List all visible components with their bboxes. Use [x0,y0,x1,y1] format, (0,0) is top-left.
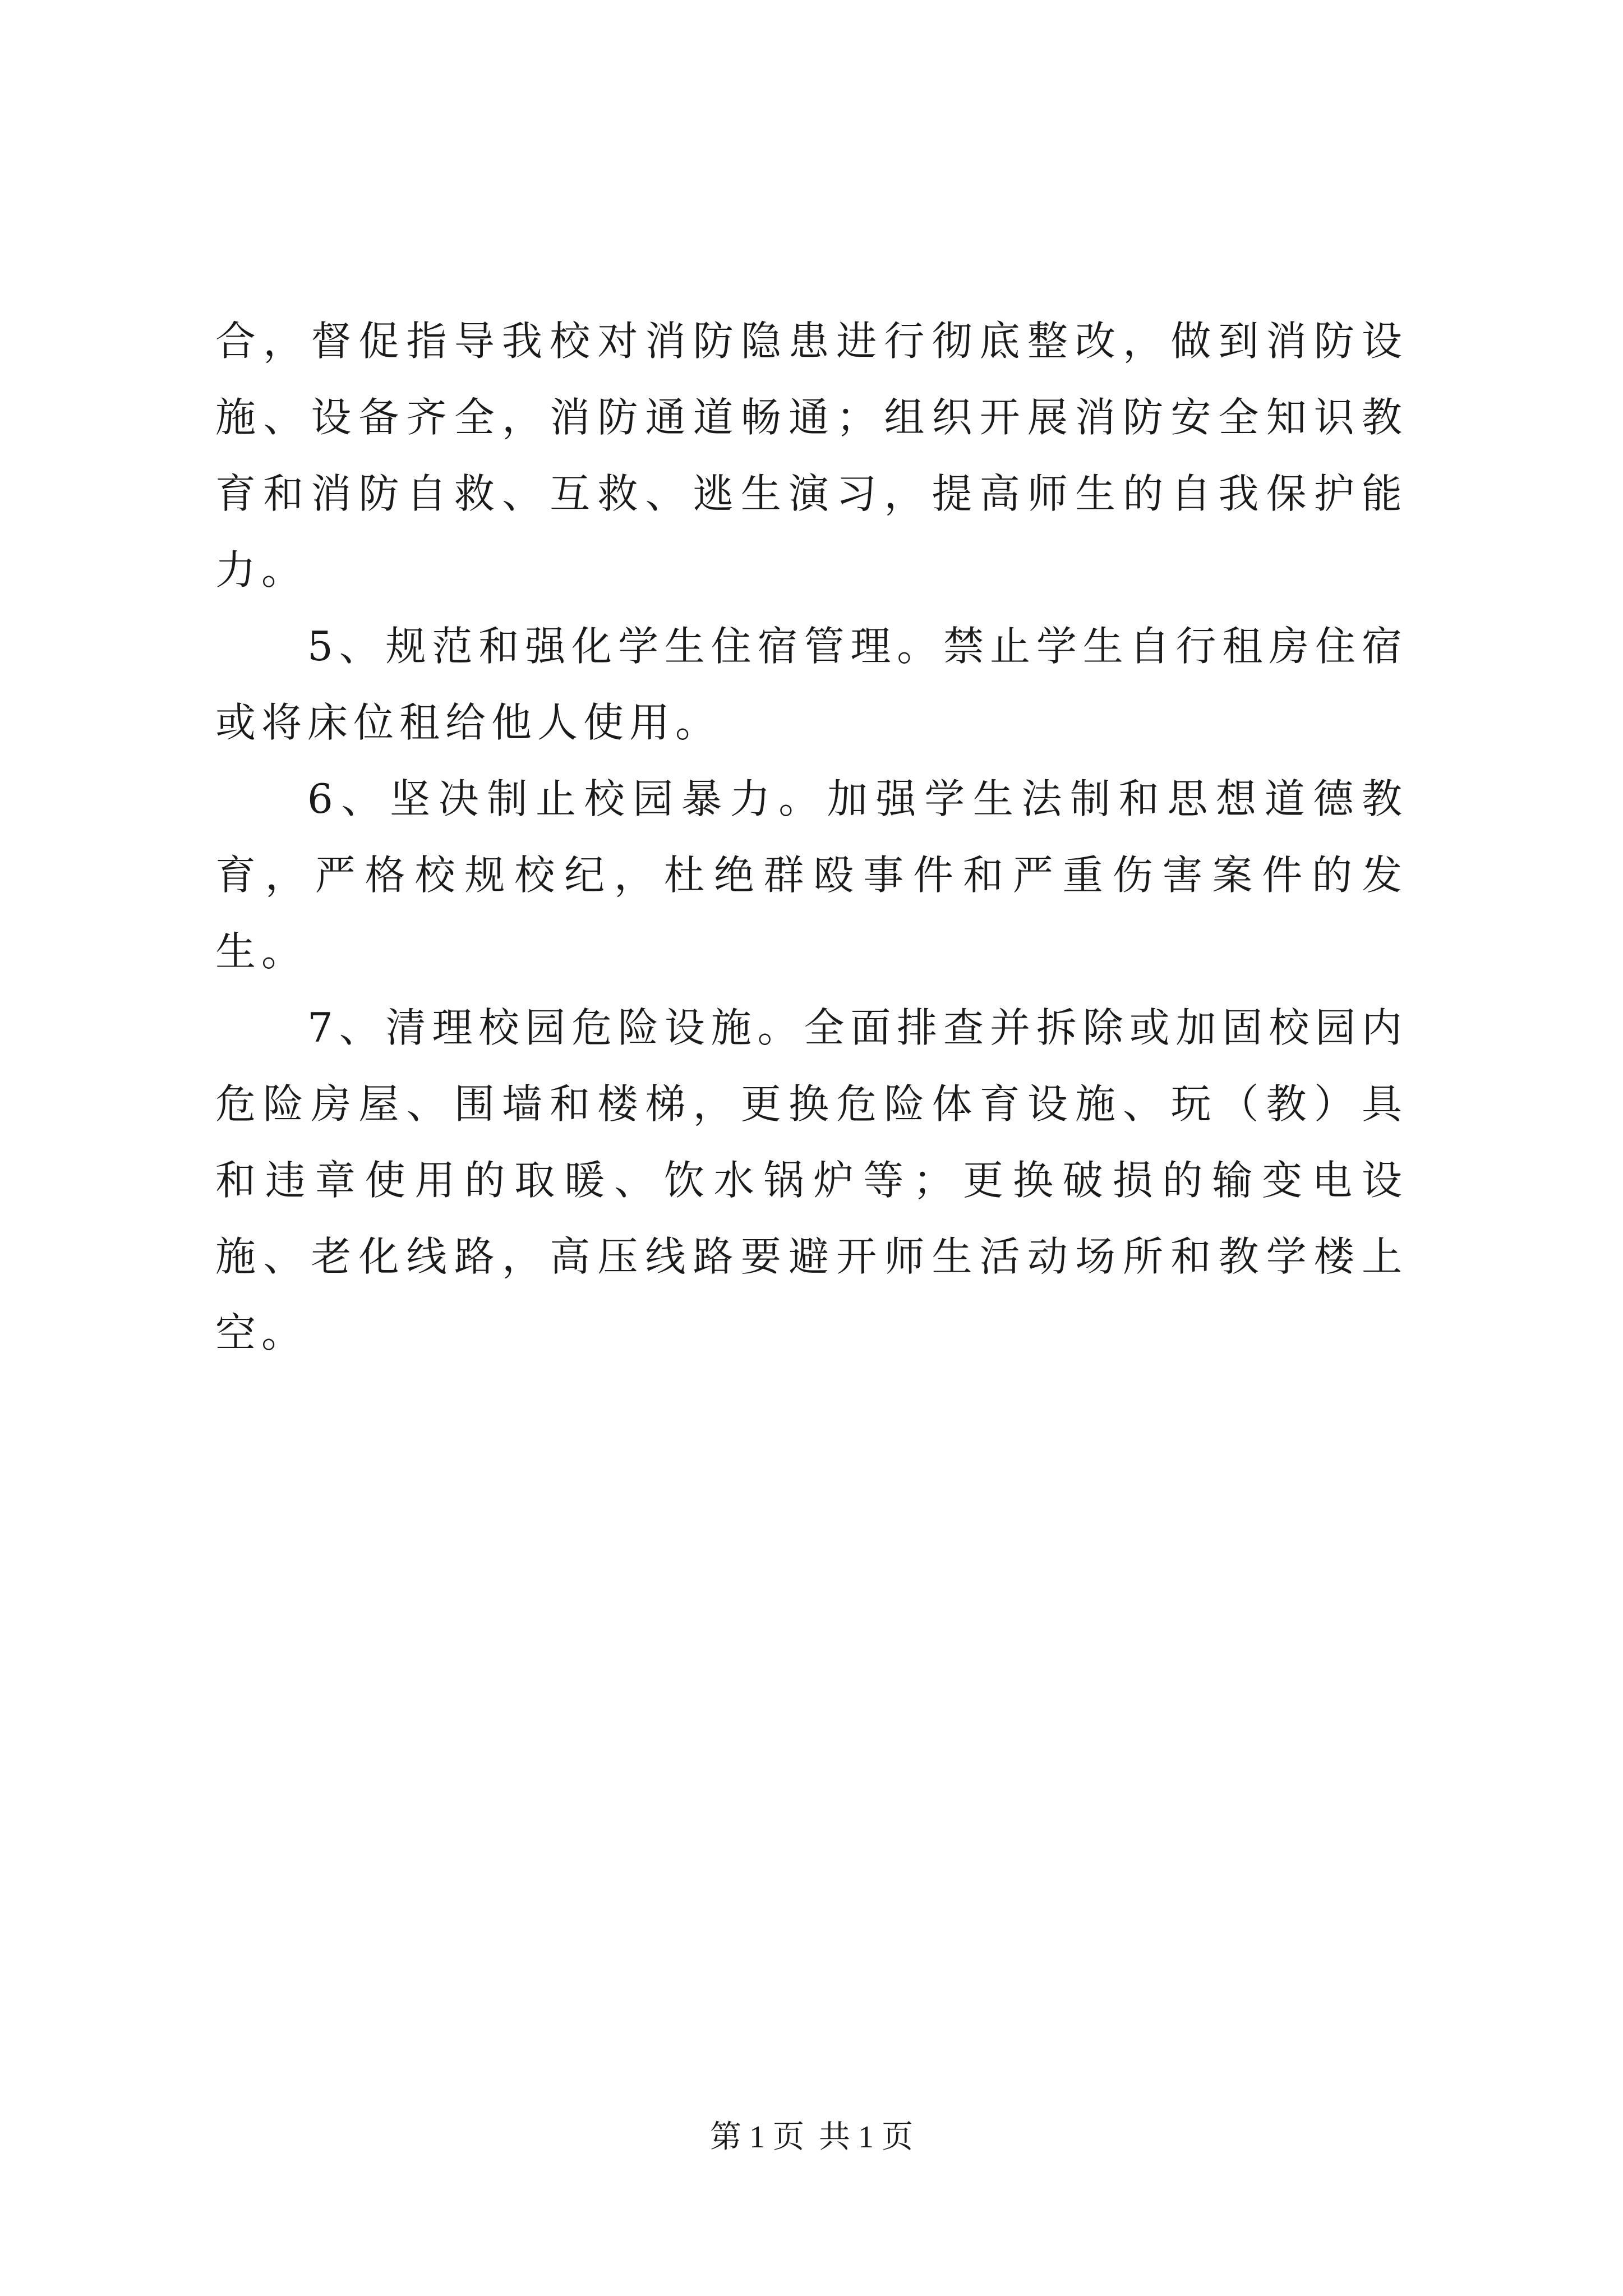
paragraph-item-5: 5、规范和强化学生住宿管理。禁止学生自行租房住宿或将床位租给他人使用。 [215,623,1408,746]
paragraph-item-7: 7、清理校园危险设施。全面排查并拆除或加固校园内危险房屋、围墙和楼梯，更换危险体育设施、玩（教）具和违章使用的取暖、饮水锅炉等；更换破损的输变电设施、老化线路，高压线路要避开师生活动场所和教学楼上空。 [215,1004,1408,1356]
page-footer [0,2115,1623,2160]
paragraph-continuation: 合，督促指导我校对消防隐患进行彻底整改，做到消防设施、设备齐全，消防通道畅通；组织开展消防安全知识教育和消防自救、互救、逃生演习，提高师生的自我保护能力。 [215,318,1408,593]
page-number: 第 1 页 [710,2120,804,2155]
document-body [215,303,1408,1371]
page-total: 共 1 页 [819,2120,913,2155]
paragraph-item-6: 6、坚决制止校园暴力。加强学生法制和思想道德教育，严格校规校纪，杜绝群殴事件和严重伤害案件的发生。 [215,775,1408,975]
